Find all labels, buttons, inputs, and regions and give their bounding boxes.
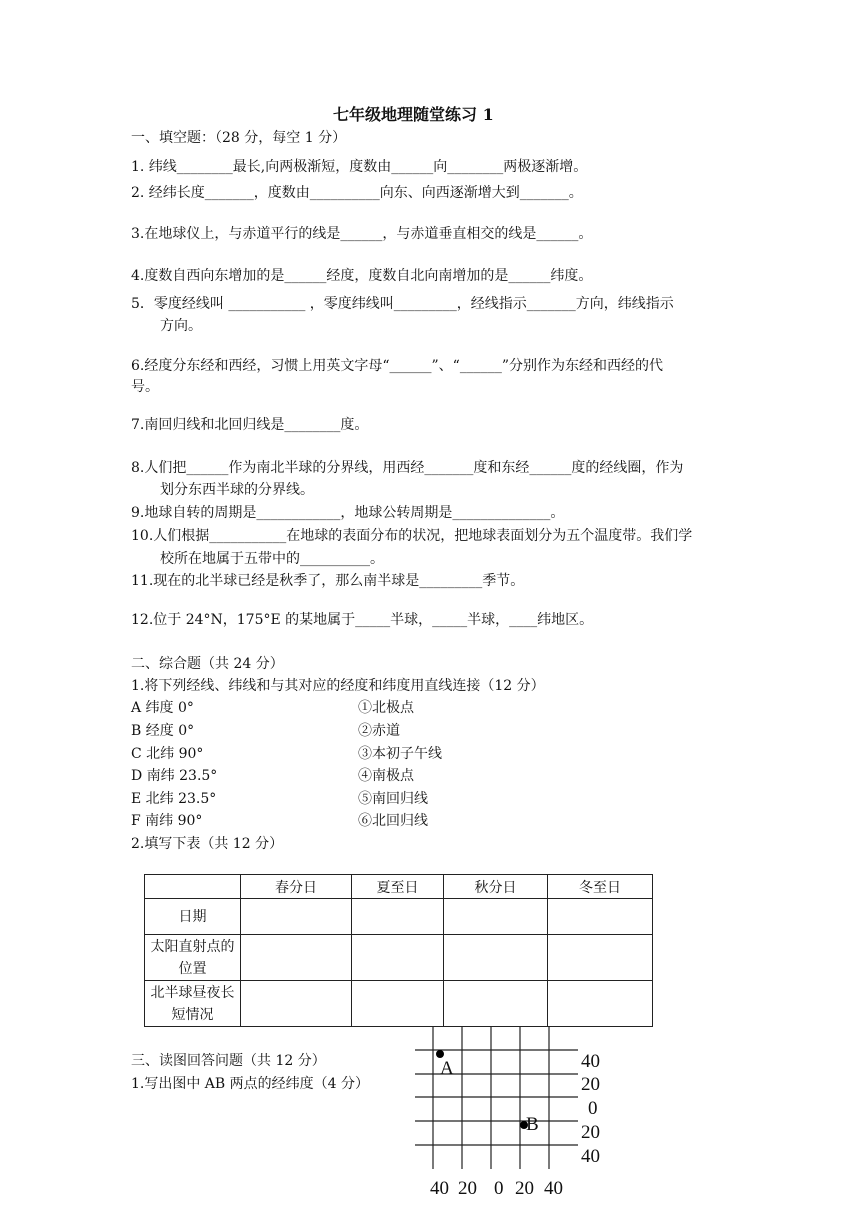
question-1-8-line1: 8.人们把______作为南北半球的分界线，用西经_______度和东经______度的经线圈，作为 (131, 460, 684, 476)
question-1-6-line2: 号。 (131, 379, 159, 395)
lon-label: 40 (544, 1178, 563, 1199)
table-header-row (145, 875, 653, 899)
table-cell[interactable] (241, 899, 352, 935)
match-left-item: A 纬度 0° (131, 700, 194, 716)
table-cell[interactable] (352, 935, 444, 981)
lat-label: 0 (588, 1098, 598, 1119)
lat-label: 40 (581, 1051, 600, 1072)
table-cell[interactable] (241, 935, 352, 981)
table-header-cell: 春分日 (241, 875, 352, 899)
table-row-header: 北半球昼夜长短情况 (145, 981, 241, 1027)
lon-label: 20 (458, 1178, 477, 1199)
match-right-item: ②赤道 (358, 723, 400, 739)
table-cell[interactable] (444, 935, 548, 981)
table-cell[interactable] (241, 981, 352, 1027)
lon-label: 0 (494, 1178, 504, 1199)
table-row-header: 太阳直射点的位置 (145, 935, 241, 981)
table-cell[interactable] (548, 935, 653, 981)
question-2-1: 1.将下列经线、纬线和与其对应的经度和纬度用直线连接（12 分） (131, 678, 545, 694)
match-right-item: ③本初子午线 (358, 746, 442, 762)
lat-label: 40 (581, 1146, 600, 1167)
table-cell[interactable] (444, 899, 548, 935)
question-1-5-line1: 5．零度经线叫 ___________ ，零度纬线叫_________，经线指示_______方向，纬线指示 (131, 296, 674, 312)
lon-label: 40 (430, 1178, 449, 1199)
question-1-1: 1. 纬线________最长,向两极渐短，度数由______向________两极逐渐增。 (131, 159, 588, 175)
section-2-heading: 二、综合题（共 24 分） (131, 656, 284, 672)
question-1-5-line2: 方向。 (160, 318, 202, 334)
point-a-label: A (440, 1058, 454, 1079)
table-header-cell (145, 875, 241, 899)
table-cell[interactable] (444, 981, 548, 1027)
match-left-item: C 北纬 90° (131, 746, 204, 762)
question-1-10-line1: 10.人们根据___________在地球的表面分布的状况，把地球表面划分为五个温度带。我们学 (131, 528, 693, 544)
match-right-item: ④南极点 (358, 768, 414, 784)
question-2-2: 2.填写下表（共 12 分） (131, 836, 284, 852)
solar-terms-table (144, 874, 653, 1027)
question-1-6-line1: 6.经度分东经和西经，习惯上用英文字母“______”、“______”分别作为东经和西经的代 (131, 358, 663, 374)
question-1-3: 3.在地球仪上，与赤道平行的线是______，与赤道垂直相交的线是______。 (131, 226, 593, 242)
match-left-item: E 北纬 23.5° (131, 791, 217, 807)
question-1-11: 11.现在的北半球已经是秋季了，那么南半球是_________季节。 (131, 573, 525, 589)
table-row (145, 935, 653, 981)
table-cell[interactable] (352, 981, 444, 1027)
point-a-marker (436, 1050, 444, 1058)
question-3-1: 1.写出图中 AB 两点的经纬度（4 分） (131, 1076, 370, 1092)
match-left-item: D 南纬 23.5° (131, 768, 218, 784)
question-1-2: 2. 经纬长度_______，度数由__________向东、向西逐渐增大到_______。 (131, 185, 583, 201)
point-b-label: B (526, 1114, 539, 1135)
table-row-header: 日期 (145, 899, 241, 935)
match-left-item: F 南纬 90° (131, 813, 203, 829)
table-cell[interactable] (548, 981, 653, 1027)
section-3-heading: 三、读图回答问题（共 12 分） (131, 1053, 326, 1069)
table-header-cell: 冬至日 (548, 875, 653, 899)
question-1-7: 7.南回归线和北回归线是________度。 (131, 417, 369, 433)
question-1-4: 4.度数自西向东增加的是______经度，度数自北向南增加的是______纬度。 (131, 268, 593, 284)
lat-label: 20 (581, 1074, 600, 1095)
match-left-item: B 经度 0° (131, 723, 195, 739)
table-cell[interactable] (352, 899, 444, 935)
match-right-item: ⑥北回归线 (358, 813, 428, 829)
question-1-8-line2: 划分东西半球的分界线。 (160, 482, 314, 498)
match-right-item: ⑤南回归线 (358, 791, 428, 807)
question-1-9: 9.地球自转的周期是____________，地球公转周期是______________。 (131, 505, 565, 521)
table-row (145, 899, 653, 935)
table-cell[interactable] (548, 899, 653, 935)
table-header-cell: 秋分日 (444, 875, 548, 899)
table-row (145, 981, 653, 1027)
lat-label: 20 (581, 1122, 600, 1143)
lon-label: 20 (515, 1178, 534, 1199)
section-1-heading: 一、填空题：（28 分，每空 1 分） (131, 130, 347, 146)
question-1-12: 12.位于 24°N，175°E 的某地属于_____半球，_____半球，____纬地区。 (131, 612, 594, 628)
table-header-cell: 夏至日 (352, 875, 444, 899)
match-right-item: ①北极点 (358, 700, 414, 716)
page-title: 七年级地理随堂练习 1 (333, 105, 494, 124)
lat-lon-grid (400, 1024, 580, 1172)
question-1-10-line2: 校所在地属于五带中的__________。 (160, 551, 384, 567)
